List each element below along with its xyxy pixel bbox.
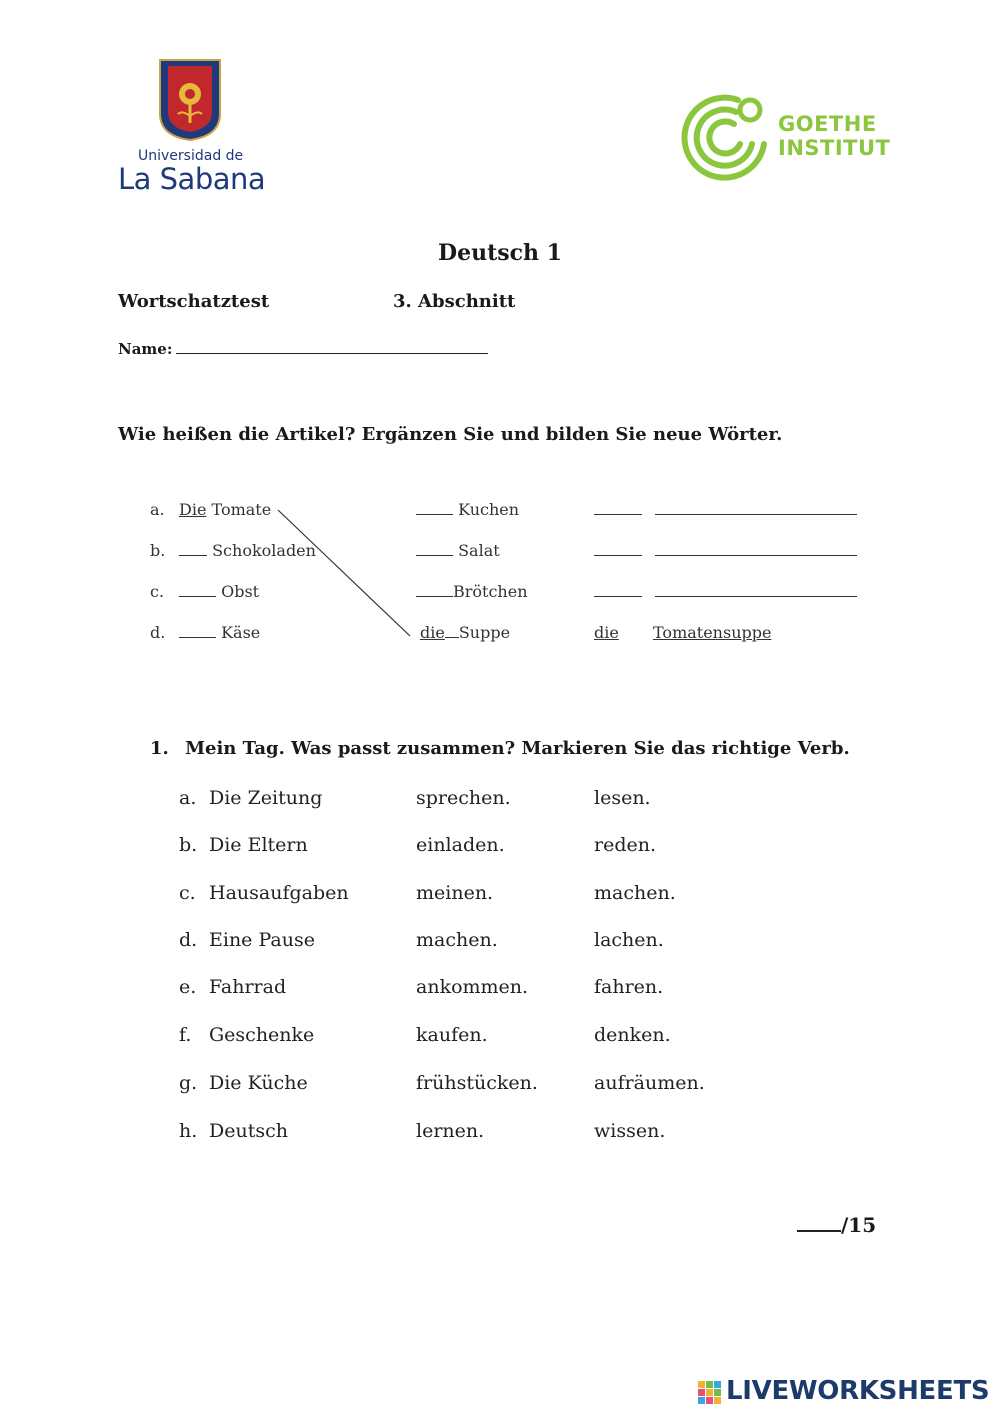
ex1-left-item [179, 541, 316, 560]
ex2-noun: Eine Pause [209, 929, 315, 951]
goethe-logo-line1: GOETHE [778, 112, 877, 136]
ex1-mid-word: Salat [458, 541, 500, 560]
word-blank[interactable] [655, 500, 857, 515]
ex2-verb-option[interactable]: lachen. [594, 929, 664, 951]
ex2-letter: f. [179, 1024, 192, 1046]
exercise2-number: 1. [150, 738, 169, 759]
ex1-letter: b. [150, 541, 166, 560]
ex1-mid-word: Brötchen [453, 582, 528, 601]
ex2-verb-option[interactable]: einladen. [416, 834, 505, 856]
ex1-left-item [179, 582, 259, 601]
ex2-letter: d. [179, 929, 198, 951]
ex2-noun: Hausaufgaben [209, 882, 349, 904]
name-field[interactable] [118, 339, 488, 358]
liveworksheets-grid-icon [698, 1381, 722, 1405]
ex1-letter: a. [150, 500, 165, 519]
ex1-word: Käse [221, 623, 261, 642]
ex1-right-item[interactable] [594, 541, 857, 560]
match-line [270, 500, 430, 650]
sabana-logo-line1: Universidad de [138, 148, 244, 164]
score-blank[interactable] [797, 1214, 841, 1232]
score-field [797, 1213, 876, 1237]
ex1-mid-item [416, 582, 528, 601]
page-title: Deutsch 1 [438, 240, 562, 266]
ex2-letter: c. [179, 882, 196, 904]
ex2-verb-option[interactable]: wissen. [594, 1120, 666, 1142]
word-blank[interactable] [655, 541, 857, 556]
ex2-verb-option[interactable]: aufräumen. [594, 1072, 705, 1094]
ex2-verb-option[interactable]: sprechen. [416, 787, 511, 809]
ex2-verb-option[interactable]: machen. [416, 929, 498, 951]
goethe-logo-text [778, 112, 890, 160]
goethe-swirl-icon [678, 92, 773, 187]
ex1-left-item [179, 623, 260, 642]
ex2-letter: e. [179, 976, 197, 998]
ex2-verb-option[interactable]: ankommen. [416, 976, 529, 998]
ex1-mid-word: Kuchen [458, 500, 520, 519]
ex1-mid-item [420, 623, 510, 642]
ex1-left-item [179, 500, 271, 519]
ex2-letter: g. [179, 1072, 198, 1094]
ex1-word: Tomate [211, 500, 272, 519]
ex1-letter: c. [150, 582, 165, 601]
article-blank[interactable] [416, 582, 453, 597]
ex1-right-item [594, 623, 619, 642]
sabana-logo-line2: La Sabana [118, 162, 266, 196]
ex1-letter: d. [150, 623, 166, 642]
name-blank[interactable] [176, 339, 488, 354]
article-blank[interactable] [594, 541, 642, 556]
article-blank[interactable] [179, 623, 216, 638]
ex1-right-word [653, 623, 771, 642]
ex2-verb-option[interactable]: denken. [594, 1024, 671, 1046]
ex2-noun: Die Küche [209, 1072, 308, 1094]
ex2-verb-option[interactable]: kaufen. [416, 1024, 488, 1046]
score-total: /15 [841, 1213, 877, 1237]
ex1-mid-item [416, 541, 500, 560]
ex2-verb-option[interactable]: lernen. [416, 1120, 485, 1142]
exercise1-instruction: Wie heißen die Artikel? Ergänzen Sie und bilden Sie neue Wörter. [118, 424, 783, 445]
section-label: 3. Abschnitt [393, 291, 516, 312]
ex2-noun: Die Zeitung [209, 787, 323, 809]
ex2-noun: Deutsch [209, 1120, 288, 1142]
goethe-logo [678, 92, 891, 187]
ex1-mid-article: die [420, 623, 445, 642]
article-blank[interactable] [416, 500, 453, 515]
ex2-letter: a. [179, 787, 197, 809]
article-blank[interactable] [179, 582, 216, 597]
ex2-verb-option[interactable]: frühstücken. [416, 1072, 538, 1094]
ex1-right-article: die [594, 623, 619, 642]
sabana-shield-icon [158, 58, 222, 142]
name-label: Name: [118, 340, 173, 358]
ex1-mid-word: Suppe [458, 623, 511, 642]
exercise2-heading [150, 738, 850, 759]
ex1-right-item[interactable] [594, 500, 857, 519]
article-blank[interactable] [594, 500, 642, 515]
exercise2-instruction: Mein Tag. Was passt zusammen? Markieren Sie das richtige Verb. [185, 738, 850, 759]
ex2-verb-option[interactable]: meinen. [416, 882, 494, 904]
ex1-word: Obst [221, 582, 260, 601]
article-blank[interactable] [416, 541, 453, 556]
ex1-word: Schokoladen [212, 541, 316, 560]
ex2-noun: Geschenke [209, 1024, 315, 1046]
ex2-letter: h. [179, 1120, 198, 1142]
goethe-logo-line2: INSTITUT [778, 136, 891, 160]
word-blank[interactable] [655, 582, 857, 597]
ex1-mid-item [416, 500, 519, 519]
ex1-compound-word: Tomatensuppe [653, 623, 772, 642]
ex2-noun: Fahrrad [209, 976, 287, 998]
article-blank[interactable] [594, 582, 642, 597]
ex2-verb-option[interactable]: fahren. [594, 976, 664, 998]
ex1-right-item[interactable] [594, 582, 857, 601]
ex1-article: Die [179, 500, 207, 519]
ex2-letter: b. [179, 834, 198, 856]
test-type: Wortschatztest [118, 291, 270, 312]
ex2-verb-option[interactable]: lesen. [594, 787, 651, 809]
liveworksheets-text: LIVEWORKSHEETS [726, 1376, 990, 1406]
ex2-verb-option[interactable]: machen. [594, 882, 676, 904]
underline [445, 623, 459, 638]
article-blank[interactable] [179, 541, 207, 556]
ex2-noun: Die Eltern [209, 834, 308, 856]
ex2-verb-option[interactable]: reden. [594, 834, 657, 856]
